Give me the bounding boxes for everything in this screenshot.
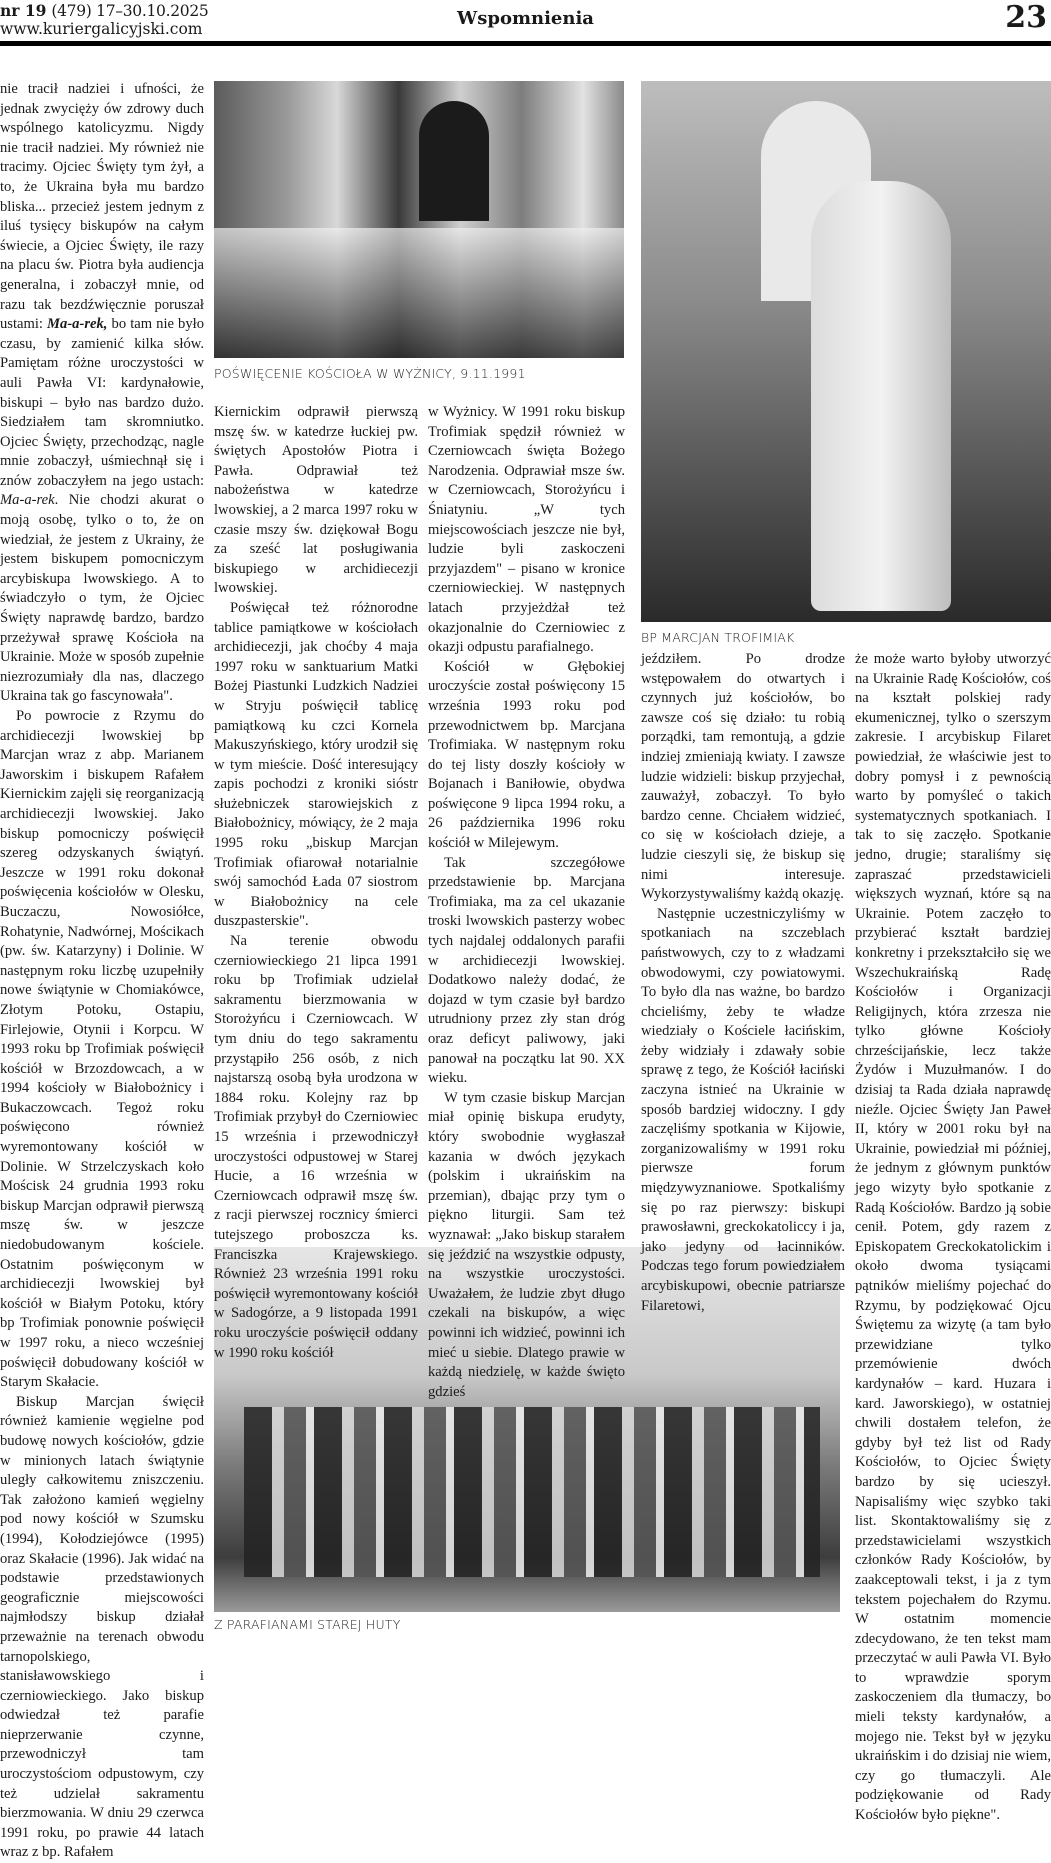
paragraph: W tym czasie biskup Marcjan miał opinię biskupa erudyty, który swobodnie wygłaszał kazania w dwóch językach (polskim i ukraińskim na przemian), dbając przy tym o piękno liturgii. Sam też wyznawał: „Jako biskup starałem się jeździć na wszystkie odpusty, na wszystkie uroczystości. Uważałem, że ludzie zbyt długo czekali na biskupów, a więc powinni ich widzieć, powinni ich mieć u siebie. Dlatego prawie w każdą niedzielę, w każde święto gdzieś [428, 1089, 625, 1400]
header-rule [0, 41, 1051, 46]
issue-number: nr 19 [0, 1, 47, 20]
article-column-1 [0, 80, 204, 1863]
paragraph: że może warto byłoby utworzyć na Ukrainie Radę Kościołów, coś na kształt polskiej rady ekumenicznej, tylko o szerszym zakresie. I arcybiskup Filaret powiedział, że właściwie jest to dobry pomysł i z pewnością warto by pomyśleć o takich systematycznych spotkaniach. I tak to się zaczęło. Spotkanie jedno, drugie; staraliśmy się zapraszać przedstawicieli większych wyznań, które są na Ukrainie. Potem zaczęło to przybierać kształt bardziej konkretny i przekształciło się we Wszechukraińską Radę Kościołów i Organizacji Religijnych, która zrzesza nie tylko główne Kościoły chrześcijańskie, lecz także Żydów i Muzułmanów. I do dzisiaj ta Rada działa naprawdę nieźle. Ojciec Święty Jan Paweł II, który w 2001 roku był na Ukrainie, powiedział mi później, że jednym z głównym punktów jego wizyty było spotkanie z Radą Kościołów. Bardzo ją sobie cenił. Potem, gdy razem z Episkopatem Greckokatolickim i około dwoma tysiącami pątników mieliśmy pojechać do Rzymu, by podziękować Ojcu Świętemu za wizytę (a tam było przewidziane tylko przemówienie dwóch kardynałów – kard. Huzara i kard. Jaworskiego), w ostatniej chwili dostałem telefon, że gdyby był też list od Rady Kościołów, to Ojciec Święty bardzo by się ucieszył. Napisaliśmy więc szybko taki list. Skontaktowaliśmy się z przedstawicielami wszystkich członków Rady Kościołów, by zaakceptowali tekst, i ja z tym tekstem pojechałem do Rzymu. W ostatnim momencie zdecydowano, że ten tekst mam przeczytać w auli Pawła VI. Było to wprawdzie sporym zaskoczeniem dla tłumaczy, bo mieli teksty kardynałów, a mojego nie. Tekst był w języku ukraińskim i do dzisiaj nie wiem, czy go tłumaczyli. Ale podziękowanie od Rady Kościołów było piękne". [855, 651, 1051, 1824]
paragraph: Tak szczegółowe przedstawienie bp. Marcjana Trofimiaka, ma za cel ukazanie troski lwowskich pasterzy wobec tych najdalej oddalonych parafii w archidiecezji lwowskiej. Dodatkowo należy dodać, że dojazd w tym czasie był bardzo utrudniony przez zły stan dróg oraz deficyt paliwowy, jaki panował na początku lat 90. XX wieku. [428, 854, 625, 1087]
article-column-5 [855, 650, 1051, 1826]
emphasis: Ma-a-rek, [47, 316, 108, 333]
emphasis: Ma-a-rek [0, 492, 55, 509]
text: bo tam nie było czasu, by zamienić kilka słów. Pamiętam różne uroczystości w auli Pawła VI: kardynałowie, biskupi – było nas bardzo dużo. Siedziałem tam skromniutko. Ojciec Święty, przechodząc, nagle mnie zobaczył, uśmiechnął się i znów zobaczyłem na jego ustach: [0, 316, 204, 489]
text: nie tracił nadziei i ufności, że jednak zwycięży ów zdrowy duch wspólnego katolicyzmu. Nigdy nie tracił nadziei. My również nie tracimy. Ojciec Święty tym żył, a to, że Ukraina była mu bardzo bliska... przecież jestem jednym z iluś tysięcy biskupów na całym świecie, a Ojciec Święty, ile razy na placu św. Piotra była audiencja generalna, i zobaczył mnie, od razu tak bezdźwięcznie poruszał ustami: [0, 81, 204, 333]
photo-caption: POŚWIĘCENIE KOŚCIOŁA W WYŻNICY, 9.11.1991 [214, 366, 526, 381]
paragraph: Na terenie obwodu czerniowieckiego 21 lipca 1991 roku bp Trofimiak udzielał sakramentu bierzmowania w Storożyńcu i Czerniowcach. W tym dniu do tego sakramentu przystąpiło 256 osób, z nich najstarszą osobą była urodzona w 1884 roku. Kolejny raz bp Trofimiak przybył do Czerniowiec 15 września i przewodniczył uroczystości odpustowej w Starej Hucie, a 16 września w Czerniowcach odprawił mszę św. z racji pierwszej rocznicy śmierci tutejszego proboszcza ks. Franciszka Krajewskiego. Również 23 września 1991 roku poświęcił wyremontowany kościół w Sadogórze, a 9 listopada 1991 roku uroczyście poświęcił oddany w 1990 roku kościół [214, 933, 418, 1361]
paragraph: Poświęcał też różnorodne tablice pamiątkowe w kościołach archidiecezji, jak choćby 4 maja 1997 roku w sanktuarium Matki Bożej Piastunki Ludzkich Nadziei w Stryju poświęcił tablicę pamiątkową ku czci Kornela Makuszyńskiego, który urodził się w tym mieście. Dość interesujący zapis pochodzi z kroniki sióstr służebniczek starowiejskich z Białobożnicy, mówiący, że 2 maja 1995 roku „biskup Marcjan Trofimiak ofiarował notarialnie swój samochód Łada 07 siostrom w Białobożnicy na cele duszpasterskie". [214, 599, 418, 930]
paragraph: jeździłem. Po drodze wstępowałem do otwartych i czynnych już kościołów, bo zawsze coś się działo: tu robią porządki, tam remontują, a gdzie indziej zmieniają kwiaty. I zawsze ludzie widzieli: biskup przyjechał, zauważył, zobaczył. To było bardzo cenne. Chciałem widzieć, co się w kościołach dzieje, a ludzie cieszyli się, że biskup się nimi interesuje. Wykorzystywaliśmy każdą okazję. [641, 651, 845, 903]
photo-caption: BP MARCJAN TROFIMIAK [641, 630, 795, 645]
paragraph: Następnie uczestniczyliśmy w spotkaniach na szczeblach państwowych, czy to z władzami obwodowymi, czy powiatowymi. To było dla nas ważne, bo bardzo chcieliśmy, żeby te władze wiedziały o Kościele łacińskim, żeby widziały i zdawały sobie sprawę z tego, że Kościół łaciński zaczyna istnieć na Ukrainie w sposób bardziej widoczny. I gdy zaczęliśmy spotkania w Kijowie, zorganizowaliśmy w 1991 roku pierwsze forum międzywyznaniowe. Spotkaliśmy się po raz pierwszy: biskupi prawosławni, greckokatoliccy i ja, jako jedyny od łacinników. Podczas tego forum powiedziałem arcybiskupowi, obecnie patriarsze Filaretowi, [641, 905, 845, 1314]
article-column-3 [428, 403, 625, 1402]
photo-caption: Z PARAFIANAMI STAREJ HUTY [214, 1617, 401, 1632]
paragraph: Kościół w Głębokiej uroczyście został poświęcony 15 września 1993 roku pod przewodnictwem bp. Marcjana Trofimiaka. W następnym roku do tej listy doszły kościoły w Bojanach i Baniłowie, obydwa poświęcone 9 lipca 1994 roku, a 26 października 1996 roku kościół w Milejewym. [428, 658, 625, 852]
photo-church-consecration [214, 81, 624, 358]
section-title: Wspomnienia [457, 8, 594, 29]
paragraph: Kiernickim odprawił pierwszą mszę św. w katedrze łuckiej pw. świętych Apostołów Piotra i Pawła. Odprawiał też nabożeństwa w katedrze lwowskiej, a 2 marca 1997 roku w czasie mszy św. dziękował Bogu za sześć lat posługiwania biskupiego w archidiecezji lwowskiej. [214, 404, 418, 597]
page-number: 23 [1005, 0, 1047, 35]
paragraph: Po powrocie z Rzymu do archidiecezji lwowskiej bp Marcjan wraz z abp. Marianem Jaworskim i biskupem Rafałem Kiernickim zajęli się reorganizacją archidiecezji lwowskiej. Jako biskup pomocniczy poświęcił szereg odzyskanych świątyń. Jeszcze w 1991 roku dokonał poświęcenia kościołów w Olesku, Buczaczu, Nowosiółce, Rohatynie, Nadwórnej, Mościkach (pw. św. Katarzyny) i Dolinie. W następnym roku liczbę uzupełniły nowe świątynie w Chomiakówce, Złotym Potoku, Ostapiu, Firlejowie, Otynii i Korpcu. W 1993 roku bp Trofimiak poświęcił kościół w Brzozdowcach, a w 1994 kościoły w Białobożnicy i Bukaczowcach. Tegoż roku poświęcono również wyremontowany kościół w Dolinie. W Strzelczyskach koło Mościsk 24 grudnia 1993 roku biskup Marcjan odprawił pierwszą mszę św. w jeszcze niedobudowanym kościele. Ostatnim poświęconym w archidiecezji lwowskiej był kościół w Białym Potoku, który bp Trofimiak ponownie poświęcił w 1997 roku, a nieco wcześniej poświęcił dobudowany kościół w Starym Skałacie. [0, 708, 204, 1391]
paragraph: w Wyżnicy. W 1991 roku biskup Trofimiak spędził również w Czerniowcach święta Bożego Narodzenia. Odprawiał msze św. w Czerniowcach, Storożyńcu i Śniatyniu. „W tych miejscowościach jeszcze nie był, ludzie byli zaskoczeni przyjazdem" – pisano w kronice czerniowieckiej. W następnych latach przyjeżdżał też okazjonalnie do Czerniowiec z okazji odpustu parafialnego. [428, 404, 625, 656]
article-column-4 [641, 650, 845, 1316]
paragraph: Biskup Marcjan święcił również kamienie węgielne pod budowę nowych kościołów, gdzie w minionych latach świątynie uległy całkowitemu zniszczeniu. Tak założono kamień węgielny pod nowy kościół w Szumsku (1994), Kołodziejówce (1995) oraz Skałacie (1996). Jak widać na podstawie przedstawionych geograficznie miejscowości najmłodszy biskup działał przeważnie na terenach obwodu tarnopolskiego, stanisławowskiego i czerniowieckiego. Jako biskup odwiedzał też parafie nieprzerwanie czynne, przewodniczył tam uroczystościom odpustowym, czy też udzielał sakramentu bierzmowania. W dniu 29 czerwca 1991 roku, po prawie 44 latach wraz z bp. Rafałem [0, 1393, 204, 1861]
photo-bishop-portrait [641, 81, 1051, 622]
paragraph [0, 80, 204, 707]
text: . Nie chodzi akurat o moją osobę, tylko o to, że on wiedział, że jestem z Ukrainy, że jestem biskupem pomocniczym arcybiskupa lwowskiego. A to świadczyło o tym, że Ojciec Święty naprawdę bardzo, bardzo przeżywał sprawę Kościoła na Ukrainie. Może w sposób zupełnie niezrozumiały dla nas, dlaczego Ukraina tak go fascynowała". [0, 492, 204, 705]
website-link[interactable]: www.kuriergalicyjski.com [0, 20, 203, 38]
issue-date: (479) 17–30.10.2025 [51, 2, 209, 20]
article-column-2 [214, 403, 418, 1363]
